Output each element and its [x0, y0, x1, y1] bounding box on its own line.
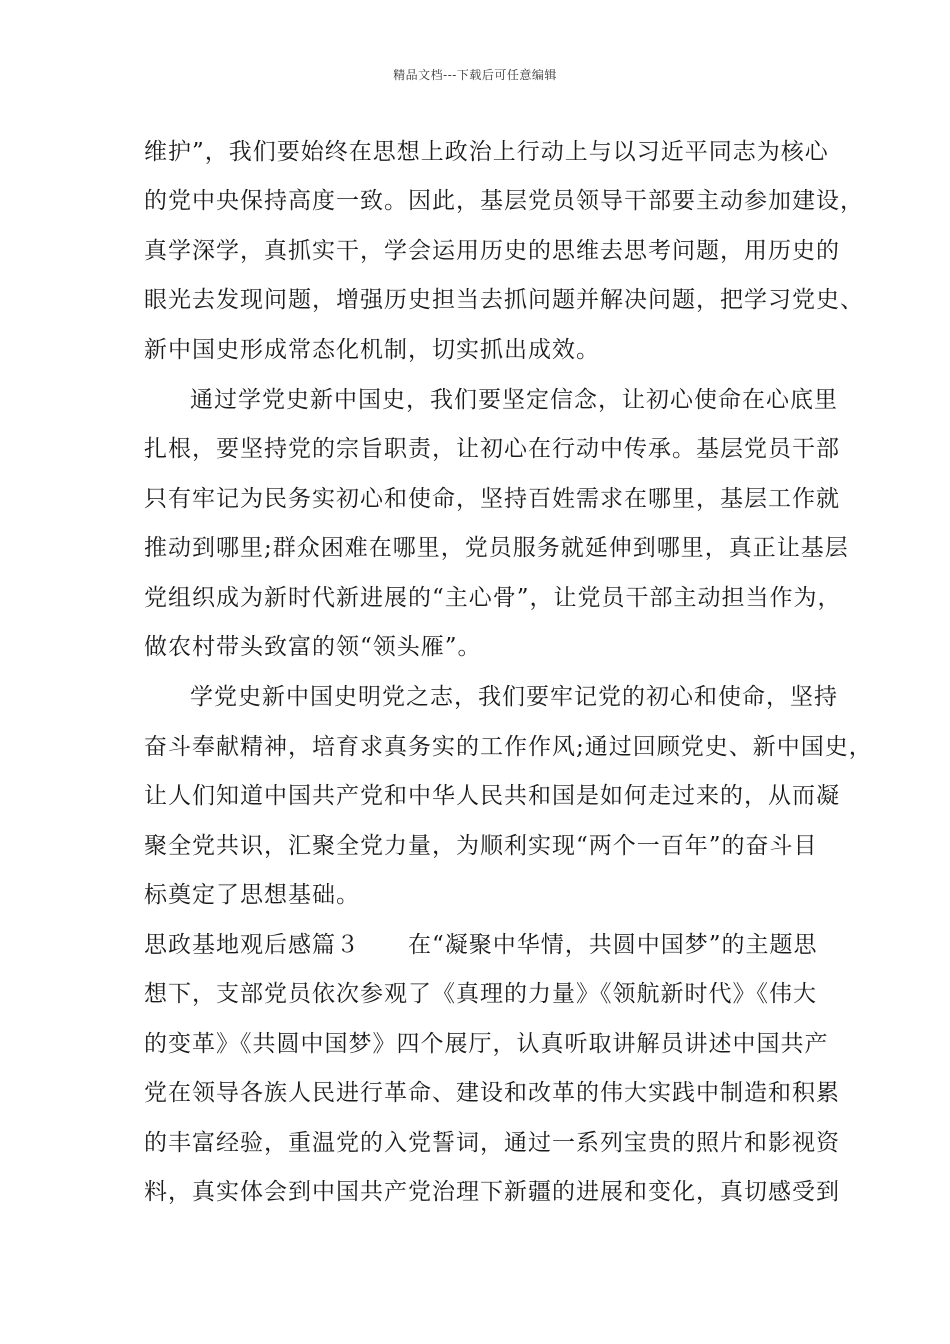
text-line: 推动到哪里;群众困难在哪里，党员服务就延伸到哪里，真正让基层	[144, 535, 849, 561]
text-line: 料，真实体会到中国共产党治理下新疆的进展和变化，真切感受到	[144, 1179, 840, 1205]
text-line: 新中国史形成常态化机制，切实抓出成效。	[144, 337, 600, 363]
text-line: 通过学党史新中国史，我们要坚定信念，让初心使命在心底里	[190, 387, 838, 413]
text-line: 的丰富经验，重温党的入党誓词，通过一系列宝贵的照片和影视资	[144, 1130, 840, 1156]
text-line: 眼光去发现问题，增强历史担当去抓问题并解决问题，把学习党史、	[144, 287, 864, 313]
page-header: 精品文档---下载后可任意编辑	[393, 68, 557, 82]
text-line: 标奠定了思想基础。	[144, 882, 360, 908]
text-line: 想下，支部党员依次参观了《真理的力量》《领航新时代》《伟大	[144, 981, 817, 1007]
text-line: 真学深学，真抓实干，学会运用历史的思维去思考问题，用历史的	[144, 238, 840, 264]
text-line: 的党中央保持高度一致。因此，基层党员领导干部要主动参加建设，	[144, 188, 864, 214]
text-line: 学党史新中国史明党之志，我们要牢记党的初心和使命，坚持	[190, 684, 838, 710]
text-line: 党在领导各族人民进行革命、建设和改革的伟大实践中制造和积累	[144, 1080, 840, 1106]
text-line: 扎根，要坚持党的宗旨职责，让初心在行动中传承。基层党员干部	[144, 436, 840, 462]
text-line: 维护”，我们要始终在思想上政治上行动上与以习近平同志为核心	[144, 139, 829, 165]
text-line: 让人们知道中国共产党和中华人民共和国是如何走过来的，从而凝	[144, 783, 840, 809]
text-line: 的变革》《共圆中国梦》四个展厅，认真听取讲解员讲述中国共产	[144, 1031, 829, 1057]
text-line: 聚全党共识，汇聚全党力量，为顺利实现“两个一百年”的奋斗目	[144, 833, 818, 859]
text-line: 奋斗奉献精神，培育求真务实的工作作风;通过回顾党史、新中国史，	[144, 734, 873, 760]
text-line: 做农村带头致富的领“领头雁”。	[144, 634, 482, 660]
text-line: 党组织成为新时代新进展的“主心骨”，让党员干部主动担当作为，	[144, 585, 842, 611]
text-line: 只有牢记为民务实初心和使命，坚持百姓需求在哪里，基层工作就	[144, 486, 840, 512]
text-line: 思政基地观后感篇３ 在“凝聚中华情，共圆中国梦”的主题思	[144, 932, 818, 958]
